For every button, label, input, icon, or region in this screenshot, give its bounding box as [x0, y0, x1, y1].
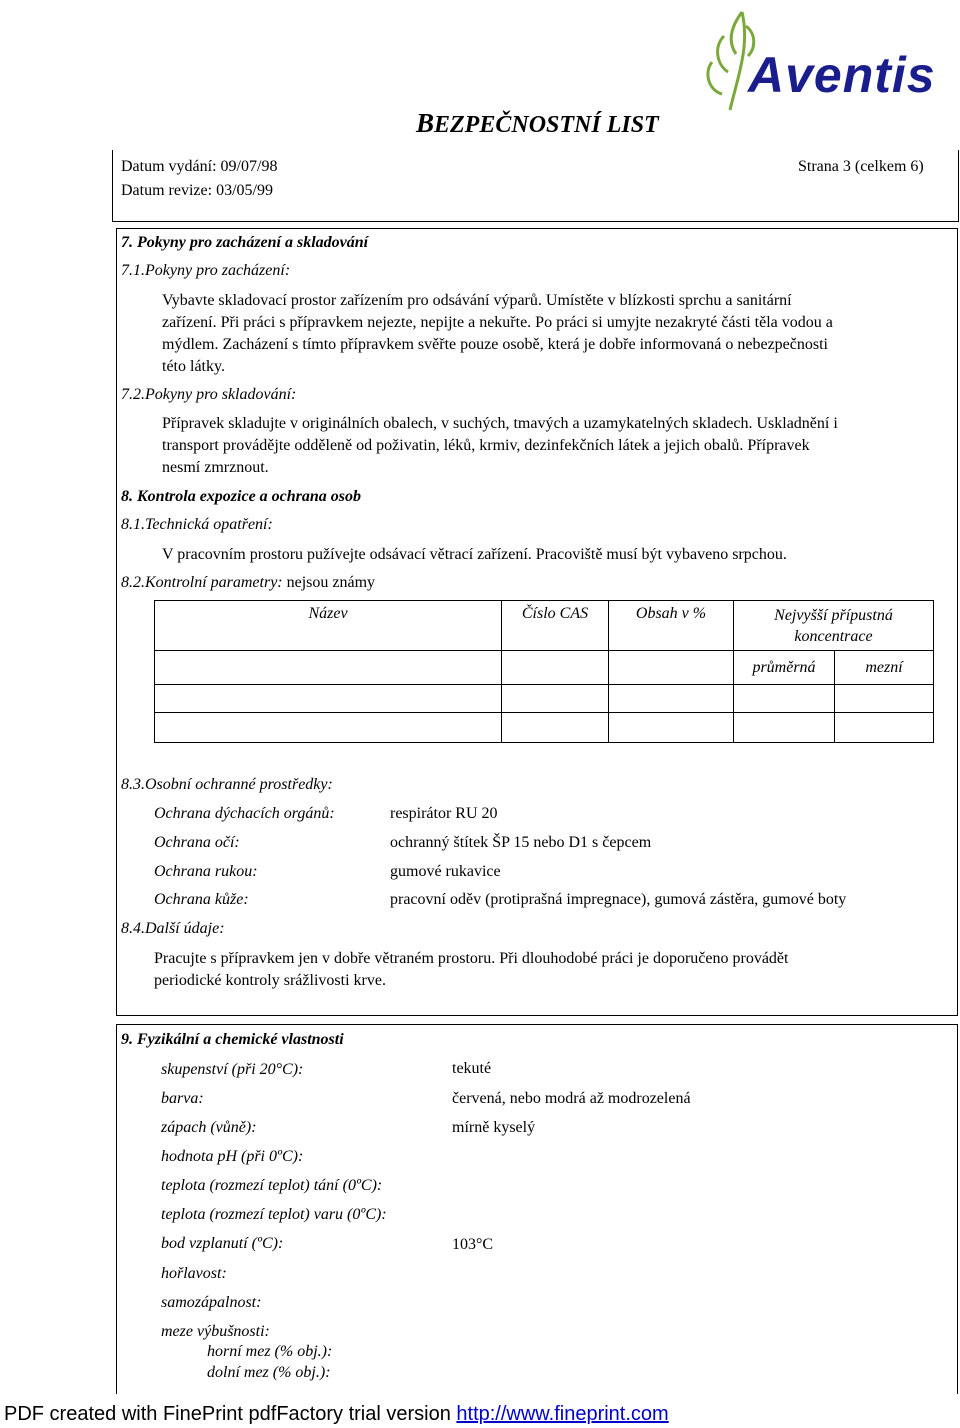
table-cell	[502, 685, 609, 713]
prop-value-flash-point: 103°C	[452, 1236, 494, 1253]
prop-label-lower-limit: dolní mez (% obj.):	[207, 1364, 331, 1381]
section-8-3-heading: 8.3.Osobní ochranné prostředky:	[121, 776, 333, 793]
table-cell	[835, 713, 934, 743]
table-cell	[609, 685, 734, 713]
prop-label-color: barva:	[161, 1090, 204, 1107]
section-7-2-text: Přípravek skladujte v originálních obalech, v suchých, tmavých a uzamykatelných skladech. Uskladnění i transport provádějte odděleně od poživatin, léků, krmiv, dezinfekčních látek a jejich obalů. Přípravek nesmí zmrznout.	[162, 415, 838, 476]
prop-label-flash-point: bod vzplanutí (ºC):	[161, 1235, 284, 1252]
table-cell	[835, 685, 934, 713]
prop-value-color: červená, nebo modrá až modrozelená	[452, 1090, 691, 1107]
exposure-limits-table	[154, 600, 934, 743]
col-cas-header: Číslo CAS	[502, 601, 609, 651]
section-7-2-heading: 7.2.Pokyny pro skladování:	[121, 386, 297, 403]
section-8-4-text: Pracujte s přípravkem jen v dobře větraném prostoru. Při dlouhodobé práci je doporučeno provádět periodické kontroly srážlivosti krve.	[154, 950, 789, 989]
pdf-footer: PDF created with FinePrint pdfFactory trial version http://www.fineprint.com	[4, 1403, 669, 1425]
ppe-label-respiratory: Ochrana dýchacích orgánů:	[154, 805, 335, 822]
title-initial: B	[416, 108, 435, 138]
prop-label-melting: teplota (rozmezí teplot) tání (0ºC):	[161, 1177, 383, 1194]
aventis-logo-text: Aventis	[748, 47, 936, 103]
prop-label-odor: zápach (vůně):	[161, 1119, 257, 1136]
prop-value-state: tekuté	[452, 1060, 492, 1077]
sub-max-header: mezní	[835, 651, 934, 685]
ppe-label-eyes: Ochrana očí:	[154, 834, 240, 851]
section-7-1-text: Vybavte skladovací prostor zařízením pro odsávání výparů. Umístěte v blízkosti sprchu a sanitární zařízení. Při práci s přípravkem nejezte, nepijte a nekuřte. Po práci si umyjte nezakryté části těla vodou a mýdlem. Zacházení s tímto přípravkem svěřte pouze osobě, která je dobře informovaná o nebezpečnosti této látky.	[162, 292, 833, 375]
section-8-heading: 8. Kontrola expozice a ochrana osob	[121, 488, 362, 505]
col-name-header: Název	[155, 601, 502, 651]
ppe-value-skin: pracovní oděv (protiprašná impregnace), gumová zástěra, gumové boty	[390, 891, 847, 908]
sub-avg-header: průměrná	[734, 651, 835, 685]
ppe-value-hands: gumové rukavice	[390, 863, 501, 880]
section-7-heading: 7. Pokyny pro zacházení a skladování	[121, 234, 369, 251]
ppe-value-eyes: ochranný štítek ŠP 15 nebo D1 s čepcem	[390, 834, 652, 851]
revised-date: Datum revize: 03/05/99	[121, 182, 273, 199]
table-cell	[734, 713, 835, 743]
page-number: Strana 3 (celkem 6)	[798, 158, 924, 175]
section-7-1-heading: 7.1.Pokyny pro zacházení:	[121, 262, 291, 279]
col-limit-header: Nejvyšší přípustná koncentrace	[734, 601, 934, 651]
prop-value-odor: mírně kyselý	[452, 1119, 536, 1136]
ppe-label-hands: Ochrana rukou:	[154, 863, 258, 880]
prop-label-ph: hodnota pH (při 0ºC):	[161, 1148, 304, 1165]
table-cell	[609, 713, 734, 743]
prop-label-explosion-limits: meze výbušnosti:	[161, 1323, 270, 1340]
table-cell	[155, 651, 502, 685]
prop-label-state: skupenství (při 20°C):	[161, 1061, 304, 1078]
fineprint-link[interactable]: http://www.fineprint.com	[456, 1403, 669, 1425]
table-cell	[155, 685, 502, 713]
table-cell	[155, 713, 502, 743]
table-cell	[734, 685, 835, 713]
prop-label-autoignition: samozápalnost:	[161, 1294, 262, 1311]
title-rest: EZPEČNOSTNÍ LIST	[434, 112, 659, 138]
ppe-label-skin: Ochrana kůže:	[154, 891, 249, 908]
ppe-value-respiratory: respirátor RU 20	[390, 805, 498, 822]
section-8-1-heading: 8.1.Technická opatření:	[121, 516, 273, 533]
issued-date: Datum vydání: 09/07/98	[121, 158, 278, 175]
prop-label-flammability: hořlavost:	[161, 1265, 227, 1282]
prop-label-boiling: teplota (rozmezí teplot) varu (0ºC):	[161, 1206, 387, 1223]
section-9-heading: 9. Fyzikální a chemické vlastnosti	[121, 1031, 344, 1048]
section-8-1-text: V pracovním prostoru pužívejte odsávací větrací zařízení. Pracoviště musí být vybaveno srpchou.	[162, 546, 787, 563]
col-content-header: Obsah v %	[609, 601, 734, 651]
section-8-4-heading: 8.4.Další údaje:	[121, 920, 225, 937]
table-cell	[502, 713, 609, 743]
table-cell	[502, 651, 609, 685]
document-title	[416, 108, 659, 139]
prop-label-upper-limit: horní mez (% obj.):	[207, 1343, 333, 1360]
table-cell	[609, 651, 734, 685]
section-8-2-heading: 8.2.Kontrolní parametry: nejsou známy	[121, 574, 376, 591]
